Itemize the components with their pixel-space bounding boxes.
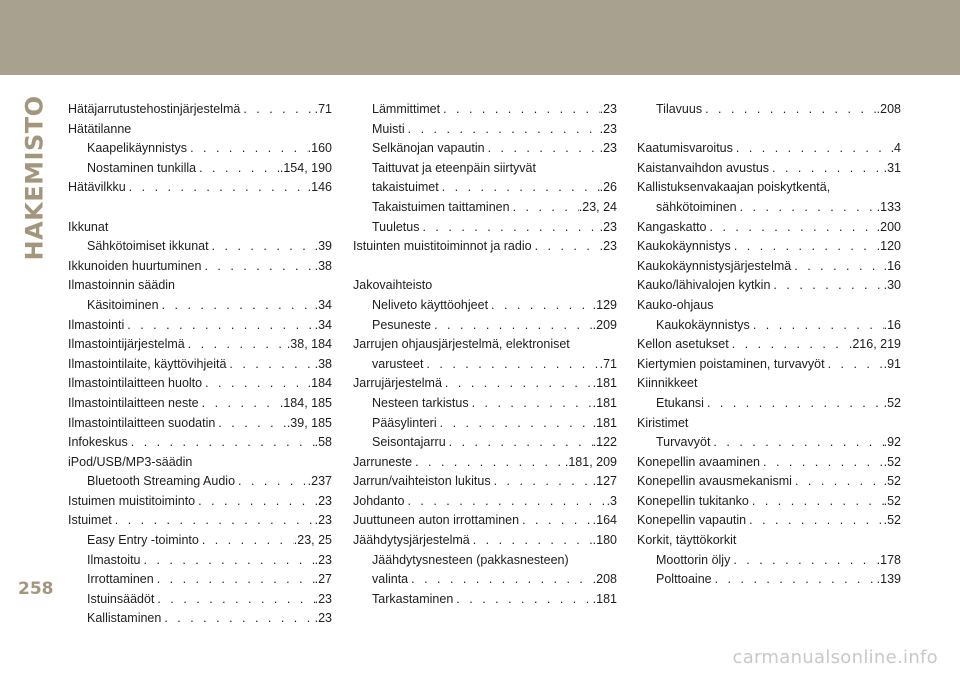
- index-label: Pesuneste: [372, 317, 432, 332]
- index-entry: [68, 492, 332, 512]
- dot-leader: [157, 570, 315, 590]
- dot-leader: [443, 100, 600, 120]
- index-entry: [68, 551, 332, 571]
- dot-leader: [162, 296, 315, 316]
- dot-leader: [713, 433, 883, 453]
- index-entry: [353, 394, 617, 414]
- index-page-ref: .23: [599, 102, 617, 116]
- dot-leader: [204, 257, 314, 277]
- dot-leader: [205, 374, 308, 394]
- index-page-ref: .184, 185: [279, 395, 332, 410]
- index-label: Juuttuneen auton irrottaminen: [353, 513, 520, 528]
- index-label: Ilmastointilaitteen suodatin: [68, 415, 216, 430]
- index-entry: [68, 472, 332, 492]
- dot-leader: [198, 492, 314, 512]
- dot-leader: [411, 570, 593, 590]
- index-label: Ilmastointilaitteen huolto: [68, 376, 203, 391]
- index-entry: [68, 355, 332, 375]
- index-page-ref: .23, 25: [293, 533, 332, 548]
- index-heading: [68, 218, 332, 238]
- index-page-ref: .71: [599, 356, 617, 371]
- index-page-ref: .23: [314, 513, 332, 528]
- index-entry: [68, 316, 332, 336]
- index-heading: [68, 120, 332, 140]
- index-entry: [68, 139, 332, 159]
- dot-leader: [740, 198, 877, 218]
- index-label: Ilmastointilaite, käyttövihjeitä: [68, 356, 227, 371]
- index-page-ref: .164: [592, 513, 617, 528]
- index-entry: [637, 511, 901, 531]
- index-heading: [637, 531, 901, 551]
- index-page-ref: .200: [876, 219, 901, 234]
- index-label: Istuimen muistitoiminto: [68, 493, 196, 508]
- index-page-ref: .209: [592, 317, 617, 332]
- index-label: Irrottaminen: [87, 572, 154, 587]
- index-page-ref: .216, 219: [848, 337, 901, 352]
- index-entry: [68, 335, 332, 355]
- index-page-ref: .23: [599, 121, 617, 136]
- index-entry: [353, 237, 617, 257]
- index-label: Konepellin avaaminen: [637, 454, 761, 469]
- index-entry: [637, 394, 901, 414]
- index-label: Kellon asetukset: [637, 337, 729, 352]
- index-page-ref: .30: [883, 278, 901, 293]
- index-entry: [637, 551, 901, 571]
- index-page-ref: .23: [314, 552, 332, 567]
- index-page-ref: .71: [314, 102, 332, 116]
- index-page-ref: .180: [592, 533, 617, 548]
- index-label: Selkänojan vapautin: [372, 141, 485, 156]
- index-page-ref: .52: [883, 474, 901, 489]
- index-label: Neliveto käyttöohjeet: [372, 297, 489, 312]
- dot-leader: [513, 198, 579, 218]
- index-page-ref: .160: [307, 141, 332, 156]
- index-label: Pääsylinteri: [372, 415, 437, 430]
- dot-leader: [522, 511, 593, 531]
- index-entry: [353, 511, 617, 531]
- dot-leader: [131, 433, 315, 453]
- index-label: Kauko-ohjaus: [637, 297, 714, 312]
- index-page-ref: .23, 24: [578, 199, 617, 214]
- dot-leader: [415, 453, 565, 473]
- index-heading: [637, 296, 901, 316]
- index-label: Kiinnikkeet: [637, 376, 698, 391]
- dot-leader: [426, 355, 599, 375]
- index-heading: [637, 414, 901, 434]
- dot-leader: [828, 355, 884, 375]
- index-page-ref: .146: [307, 180, 332, 195]
- index-entry: [637, 355, 901, 375]
- index-label: Jäähdytysjärjestelmä: [353, 533, 470, 548]
- index-label: Ikkunat: [68, 219, 109, 234]
- index-entry: [353, 492, 617, 512]
- page-number: 258: [18, 579, 54, 599]
- dot-leader: [494, 472, 593, 492]
- dot-leader: [535, 237, 600, 257]
- index-label: Istuinsäädöt: [87, 591, 155, 606]
- index-entry: [637, 159, 901, 179]
- dot-leader: [795, 472, 884, 492]
- index-entry: [68, 178, 332, 198]
- dot-leader: [434, 316, 593, 336]
- index-page-ref: .16: [883, 258, 901, 273]
- index-entry: [637, 453, 901, 473]
- index-entry: [68, 433, 332, 453]
- index-page-ref: .91: [883, 356, 901, 371]
- index-heading: [637, 374, 901, 394]
- index-label: Istuinten muistitoiminnot ja radio: [353, 239, 532, 254]
- index-label: Jarruneste: [353, 454, 413, 469]
- index-page-ref: .39: [314, 239, 332, 254]
- index-entry: [68, 511, 332, 531]
- dot-leader: [229, 355, 314, 375]
- index-page-ref: .127: [592, 474, 617, 489]
- index-label: Nostaminen tunkilla: [87, 160, 197, 175]
- index-entry: [637, 472, 901, 492]
- index-page-ref: .237: [307, 474, 332, 489]
- index-heading: [353, 335, 617, 355]
- dot-leader: [164, 609, 314, 629]
- index-page-ref: .92: [883, 435, 901, 450]
- index-label: Taittuvat ja eteenpäin siirtyvät: [372, 160, 536, 175]
- index-label: Ikkunoiden huurtuminen: [68, 258, 202, 273]
- index-entry: [68, 374, 332, 394]
- index-entry: [68, 257, 332, 277]
- index-page-ref: .16: [883, 317, 901, 332]
- dot-leader: [445, 374, 593, 394]
- index-label: Hätätilanne: [68, 121, 132, 136]
- index-entry: [68, 414, 332, 434]
- index-label: Ilmastoitu: [87, 552, 141, 567]
- dot-leader: [473, 531, 593, 551]
- index-entry: [353, 433, 617, 453]
- index-label: Ilmastointijärjestelmä: [68, 337, 185, 352]
- index-page-ref: .181: [592, 415, 617, 430]
- dot-leader: [422, 218, 599, 238]
- index-page-ref: .181, 209: [564, 454, 617, 469]
- index-entry: [353, 218, 617, 238]
- index-page-ref: .52: [883, 454, 901, 469]
- index-entry: [637, 492, 901, 512]
- index-entry: [637, 218, 901, 238]
- index-entry: [637, 198, 901, 218]
- index-entry: [353, 178, 617, 198]
- index-label: Konepellin avausmekanismi: [637, 474, 792, 489]
- index-page-ref: .38, 184: [286, 337, 332, 352]
- index-label: varusteet: [372, 356, 424, 371]
- index-page-ref: .23: [599, 219, 617, 234]
- index-label: Kiertymien poistaminen, turvavyöt: [637, 356, 825, 371]
- index-entry: [637, 257, 901, 277]
- index-label: Kangaskatto: [637, 219, 707, 234]
- index-label: Seisontajarru: [372, 435, 446, 450]
- index-page-ref: .178: [876, 552, 901, 567]
- dot-leader: [472, 394, 593, 414]
- index-label: sähkötoiminen: [656, 199, 737, 214]
- dot-leader: [715, 570, 877, 590]
- index-entry: [353, 374, 617, 394]
- index-heading: [68, 276, 332, 296]
- index-page-ref: .34: [314, 317, 332, 332]
- index-label: Kaukokäynnistys: [656, 317, 750, 332]
- index-page-ref: .129: [592, 297, 617, 312]
- index-heading: [637, 178, 901, 198]
- dot-leader: [407, 492, 606, 512]
- index-label: Tarkastaminen: [372, 591, 454, 606]
- index-page-ref: .27: [314, 572, 332, 587]
- index-heading: [68, 453, 332, 473]
- index-page-ref: .52: [883, 395, 901, 410]
- index-entry: [68, 394, 332, 414]
- index-page-ref: .133: [876, 199, 901, 214]
- dot-leader: [202, 394, 280, 414]
- index-label: Kiristimet: [637, 415, 689, 430]
- index-label: Polttoaine: [656, 572, 712, 587]
- index-page-ref: .181: [592, 376, 617, 391]
- index-label: Kauko/lähivalojen kytkin: [637, 278, 771, 293]
- index-page-ref: .3: [606, 493, 617, 508]
- dot-leader: [157, 590, 314, 610]
- dot-leader: [129, 178, 308, 198]
- index-page-ref: .23: [599, 141, 617, 156]
- index-entry: [637, 335, 901, 355]
- index-entry: [353, 570, 617, 590]
- index-entry: [637, 276, 901, 296]
- index-page-ref: .181: [592, 591, 617, 606]
- index-label: Jarrun/vaihteiston lukitus: [353, 474, 491, 489]
- dot-leader: [732, 335, 849, 355]
- index-entry: [637, 139, 901, 159]
- index-entry: [68, 570, 332, 590]
- index-label: Nesteen tarkistus: [372, 395, 469, 410]
- dot-leader: [763, 453, 884, 473]
- dot-leader: [752, 492, 884, 512]
- index-page-ref: .181: [592, 395, 617, 410]
- index-page-ref: .52: [883, 513, 901, 528]
- dot-leader: [442, 178, 600, 198]
- index-page-ref: .38: [314, 258, 332, 273]
- dot-leader: [733, 551, 876, 571]
- index-page-ref: .154, 190: [279, 160, 332, 175]
- index-label: Ilmastointi: [68, 317, 125, 332]
- index-label: Infokeskus: [68, 435, 128, 450]
- blank-line: [353, 257, 617, 277]
- index-label: Easy Entry -toiminto: [87, 533, 199, 548]
- index-entry: [68, 296, 332, 316]
- blank-line: [637, 120, 901, 140]
- index-page-ref: .122: [592, 435, 617, 450]
- index-entry: [353, 355, 617, 375]
- index-entry: [68, 159, 332, 179]
- index-label: Turvavyöt: [656, 435, 711, 450]
- index-page-ref: .26: [599, 180, 617, 195]
- index-page-ref: .31: [883, 160, 901, 175]
- index-entry: [353, 531, 617, 551]
- index-page-ref: .23: [314, 611, 332, 626]
- index-label: Hätäjarrutustehostinjärjestelmä: [68, 102, 241, 116]
- index-label: Kallistuksenvakaajan poiskytkentä,: [637, 180, 831, 195]
- index-label: Tilavuus: [656, 102, 703, 116]
- dot-leader: [212, 237, 315, 257]
- index-page-ref: .34: [314, 297, 332, 312]
- dot-leader: [115, 511, 315, 531]
- index-heading: [353, 276, 617, 296]
- index-label: Kaatumisvaroitus: [637, 141, 733, 156]
- index-column-1: [68, 100, 332, 629]
- index-column-2: [353, 100, 617, 609]
- index-label: Lämmittimet: [372, 102, 441, 116]
- dot-leader: [734, 237, 877, 257]
- index-page-ref: .39, 185: [286, 415, 332, 430]
- index-heading: [353, 159, 617, 179]
- index-label: Sähkötoimiset ikkunat: [87, 239, 209, 254]
- index-entry: [353, 296, 617, 316]
- index-label: Kaistanvaihdon avustus: [637, 160, 770, 175]
- dot-leader: [238, 472, 308, 492]
- index-label: Jakovaihteisto: [353, 278, 433, 293]
- dot-leader: [773, 276, 883, 296]
- index-label: Muisti: [372, 121, 405, 136]
- index-entry: [68, 237, 332, 257]
- index-page-ref: .23: [314, 591, 332, 606]
- dot-leader: [144, 551, 315, 571]
- index-page-ref: .38: [314, 356, 332, 371]
- index-entry: [353, 120, 617, 140]
- dot-leader: [753, 316, 884, 336]
- dot-leader: [710, 218, 877, 238]
- index-label: Johdanto: [353, 493, 405, 508]
- index-label: Takaistuimen taittaminen: [372, 199, 510, 214]
- index-page-ref: .184: [307, 376, 332, 391]
- index-label: Konepellin vapautin: [637, 513, 747, 528]
- dot-leader: [736, 139, 891, 159]
- index-entry: [353, 100, 617, 120]
- index-entry: [68, 531, 332, 551]
- index-entry: [637, 316, 901, 336]
- header-band: [0, 0, 960, 75]
- dot-leader: [705, 100, 877, 120]
- section-tab: [18, 95, 52, 261]
- dot-leader: [408, 120, 600, 140]
- index-entry: [353, 472, 617, 492]
- index-page-ref: .23: [599, 239, 617, 254]
- index-label: Bluetooth Streaming Audio: [87, 474, 236, 489]
- index-entry: [353, 316, 617, 336]
- dot-leader: [488, 139, 600, 159]
- index-entry: [637, 570, 901, 590]
- dot-leader: [440, 414, 593, 434]
- index-label: Jarrujärjestelmä: [353, 376, 442, 391]
- index-label: Istuimet: [68, 513, 112, 528]
- index-label: Etukansi: [656, 395, 704, 410]
- index-label: Jäähdytysnesteen (pakkasnesteen): [372, 552, 569, 567]
- index-label: Kaapelikäynnistys: [87, 141, 188, 156]
- index-label: valinta: [372, 572, 409, 587]
- index-label: Ilmastointilaitteen neste: [68, 395, 199, 410]
- dot-leader: [772, 159, 884, 179]
- index-page-ref: .52: [883, 493, 901, 508]
- index-label: Konepellin tukitanko: [637, 493, 749, 508]
- index-page-ref: .208: [876, 102, 901, 116]
- index-label: Moottorin öljy: [656, 552, 731, 567]
- index-entry: [637, 100, 901, 120]
- index-entry: [68, 590, 332, 610]
- dot-leader: [190, 139, 308, 159]
- dot-leader: [199, 159, 280, 179]
- dot-leader: [127, 316, 314, 336]
- dot-leader: [243, 100, 314, 120]
- index-label: Tuuletus: [372, 219, 420, 234]
- dot-leader: [707, 394, 884, 414]
- index-label: Kallistaminen: [87, 611, 162, 626]
- dot-leader: [794, 257, 883, 277]
- index-entry: [353, 453, 617, 473]
- index-entry: [68, 100, 332, 120]
- watermark: carmanualsonline.info: [732, 647, 938, 668]
- index-page-ref: .208: [592, 572, 617, 587]
- index-label: Käsitoiminen: [87, 297, 159, 312]
- index-label: Jarrujen ohjausjärjestelmä, elektroniset: [353, 337, 570, 352]
- dot-leader: [188, 335, 287, 355]
- index-label: Kaukokäynnistysjärjestelmä: [637, 258, 792, 273]
- blank-line: [68, 198, 332, 218]
- index-entry: [353, 139, 617, 159]
- index-label: Ilmastoinnin säädin: [68, 278, 176, 293]
- index-label: Hätävilkku: [68, 180, 126, 195]
- index-column-3: [637, 100, 901, 590]
- index-entry: [68, 609, 332, 629]
- dot-leader: [202, 531, 294, 551]
- dot-leader: [456, 590, 592, 610]
- index-entry: [637, 237, 901, 257]
- index-page-ref: .120: [876, 239, 901, 254]
- section-tab-label: HAKEMISTO: [21, 95, 49, 261]
- index-label: takaistuimet: [372, 180, 439, 195]
- index-entry: [637, 433, 901, 453]
- index-entry: [353, 198, 617, 218]
- dot-leader: [749, 511, 883, 531]
- dot-leader: [491, 296, 593, 316]
- dot-leader: [449, 433, 593, 453]
- dot-leader: [218, 414, 287, 434]
- index-page-ref: .58: [314, 435, 332, 450]
- index-entry: [353, 414, 617, 434]
- index-label: iPod/USB/MP3-säädin: [68, 454, 193, 469]
- index-page-ref: .139: [876, 572, 901, 587]
- index-heading: [353, 551, 617, 571]
- index-label: Kaukokäynnistys: [637, 239, 731, 254]
- index-page-ref: .23: [314, 493, 332, 508]
- index-page-ref: .4: [890, 141, 901, 156]
- index-label: Korkit, täyttökorkit: [637, 533, 737, 548]
- index-entry: [353, 590, 617, 610]
